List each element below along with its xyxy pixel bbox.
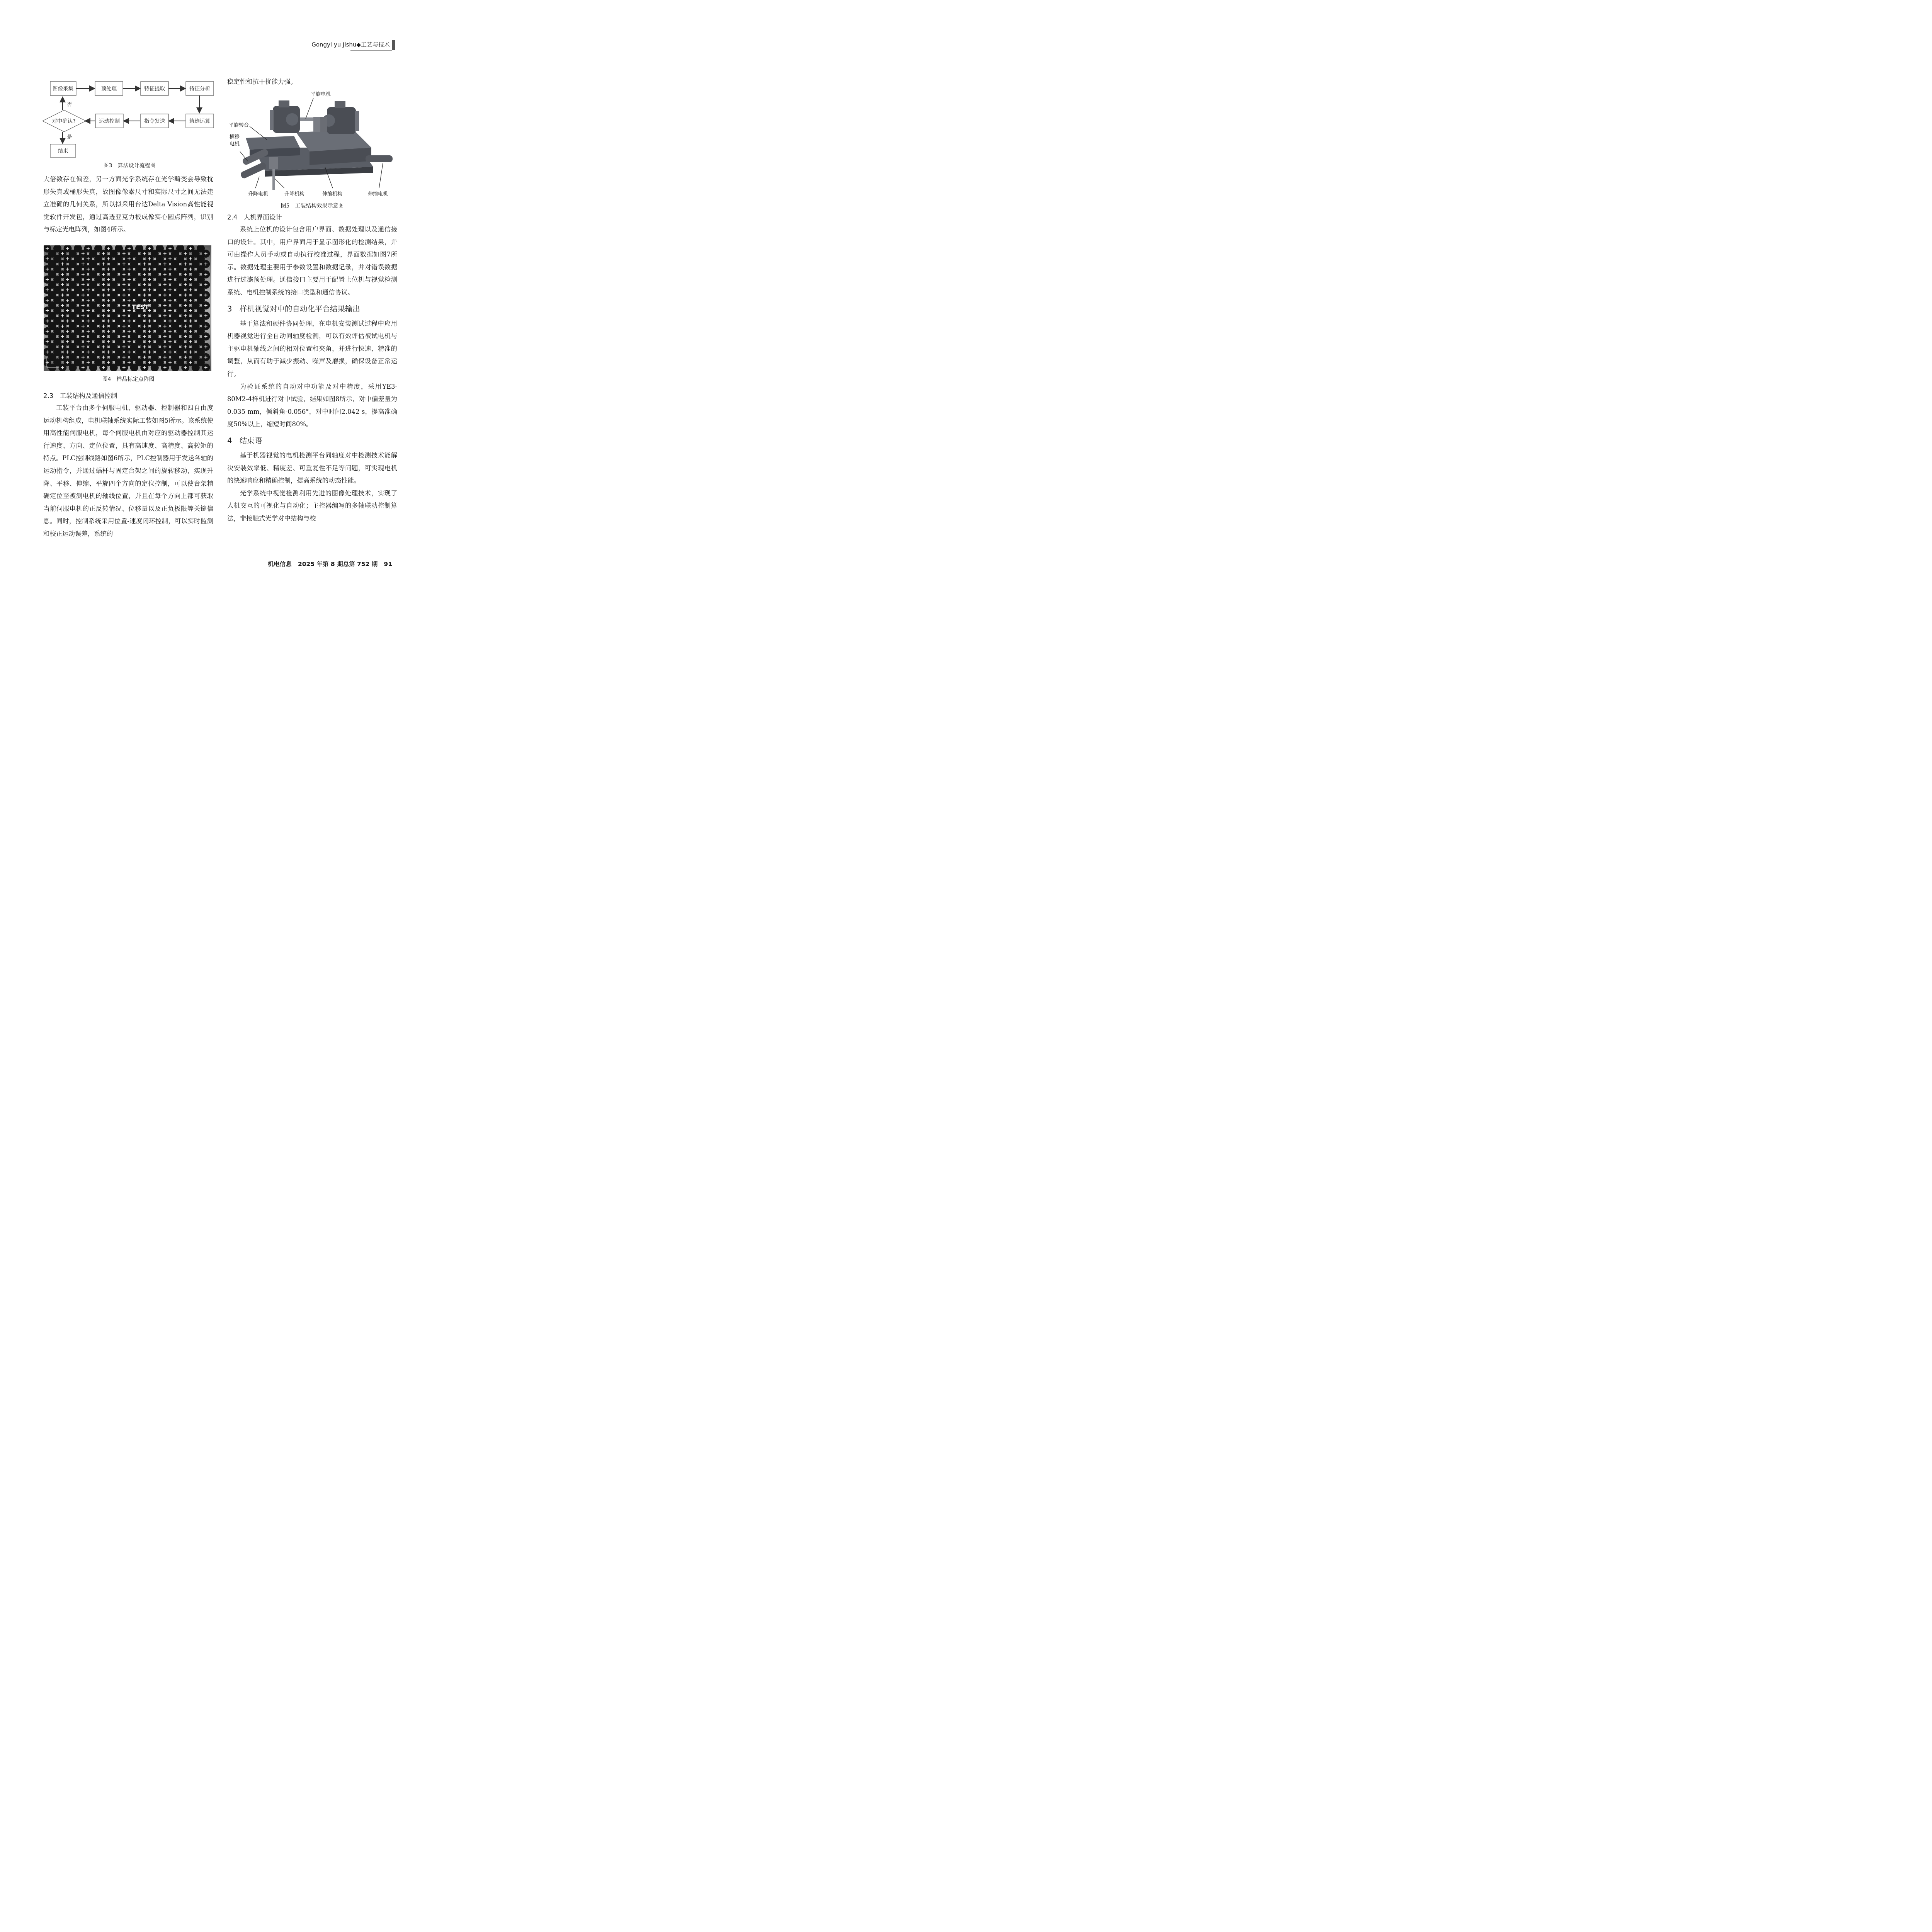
flow-node-feature-analysis-label: 特征分析 xyxy=(189,86,210,92)
figure-3-flowchart xyxy=(43,75,216,160)
paragraph-right-5: 光学系统中视觉检测利用先进的图像处理技术，实现了人机交互的可视化与自动化；主控器编写的多轴联动控制算法，非接触式光学对中结构与校 xyxy=(227,489,397,522)
paragraph-right-2: 基于算法和硬件协同处理，在电机安装测试过程中应用机器视觉进行全自动同轴度检测，可以有效评估被试电机与主驱电机轴线之间的相对位置和夹角，并进行快速、精准的调整，从而有助于减少振动、噪声及磨损，确保设备正常运行。 xyxy=(227,320,397,378)
dot-array-test-overlay: TEST xyxy=(132,303,149,311)
paragraph-right-0: 稳定性和抗干扰能力强。 xyxy=(227,78,297,85)
section-heading-2-4: 2.4 人机界面设计 xyxy=(227,214,282,221)
journal-pinyin: Gongyi yu Jishu xyxy=(311,41,357,48)
figure-4-dot-array xyxy=(44,245,211,371)
header-rule xyxy=(350,50,392,51)
flowchart-arrows xyxy=(63,88,199,143)
figure-5-fixture-render xyxy=(226,90,398,199)
right-column-top xyxy=(227,76,397,88)
flow-node-feature-extract-label: 特征提取 xyxy=(144,86,165,92)
flow-node-motion-control-label: 运动控制 xyxy=(99,118,120,124)
label-shengjiang-mech: 升降机构 xyxy=(284,191,305,197)
flow-node-trajectory-label: 轨迹运算 xyxy=(189,118,210,124)
flow-node-preprocess-label: 预处理 xyxy=(101,86,117,92)
paragraph-right-1: 系统上位机的设计包含用户界面、数据处理以及通信接口的设计。其中，用户界面用于显示图形化的检测结果，并可由操作人员手动或自动执行校准过程，界面数据如图7所示。数据处理主要用于参数设置和数据记录，并对错误数据进行过滤预处理。通信接口主要用于配置上位机与视觉检测系统、电机控制系统的接口类型和通信协议。 xyxy=(227,226,397,296)
footer-issue: 2025 年第 8 期总第 752 期 xyxy=(298,561,378,568)
running-header xyxy=(311,40,395,50)
page-footer xyxy=(268,560,392,568)
label-hengyi-line1: 横移 xyxy=(230,134,240,140)
label-shensuo-mech: 伸缩机构 xyxy=(322,191,343,197)
left-column-bottom xyxy=(43,388,213,541)
flow-label-yes: 是 xyxy=(67,134,72,140)
header-diamond: ◆ xyxy=(356,41,361,48)
left-column-top xyxy=(43,173,213,236)
paragraph-left-1: 大倍数存在偏差，另一方面光学系统存在光学畸变会导致枕形失真或桶形失真，故图像像素尺寸和实际尺寸之间无法建立准确的几何关系，所以拟采用台达Delta Vision高性能视觉软件开发包，通过高透亚克力板成像实心圆点阵列，识别与标定光电阵列，如图4所示。 xyxy=(43,175,213,233)
paragraph-right-3: 为验证系统的自动对中功能及对中精度，采用YE3-80M2-4样机进行对中试验，结果如图8所示，对中偏差量为0.035 mm，倾斜角-0.056°，对中时间2.042 s，提高准确度50%以上，缩短时间80%。 xyxy=(227,383,397,428)
section-heading-2-3: 2.3 工装结构及通信控制 xyxy=(43,392,117,400)
paragraph-right-4: 基于机器视觉的电机检测平台同轴度对中检测技术能解决安装效率低、精度差、可重复性不足等问题，可实现电机的快速响应和精确控制，提高系统的动态性能。 xyxy=(227,451,397,485)
section-heading-3: 3 样机视觉对中的自动化平台结果输出 xyxy=(227,304,360,313)
paragraph-left-2: 工装平台由多个伺服电机、驱动器、控制器和四自由度运动机构组成，电机联轴系统实际工装如图5所示。该系统使用高性能伺服电机，每个伺服电机由对应的驱动器控制其运行速度、方向、定位位置，具有高速度、高精度、高转矩的特点。PLC控制线路如图6所示，PLC控制器用于发送各轴的运动指令，并通过蜗杆与固定台架之间的旋转移动，实现升降、平移、伸缩、平旋四个方向的定位控制，可以使台架精确定位至被测电机的轴线位置，并且在每个方向上都可获取当前伺服电机的正反转情况、位移量以及正负极限等关键信息。同时，控制系统采用位置-速度闭环控制，可以实时监测和校正运动误差，系统的 xyxy=(43,404,213,537)
flow-node-send-command-label: 指令发送 xyxy=(144,118,165,124)
section-name: 工艺与技术 xyxy=(361,41,390,48)
label-shengjiang-motor: 升降电机 xyxy=(248,191,269,197)
flow-node-end-label: 结束 xyxy=(58,148,68,154)
footer-page-number: 91 xyxy=(384,561,392,568)
label-hengyi-line2: 电机 xyxy=(230,141,240,147)
flow-label-no: 否 xyxy=(67,102,72,108)
flow-node-image-capture-label: 图像采集 xyxy=(53,86,73,92)
figure-3-caption: 图3 算法设计流程图 xyxy=(103,163,156,169)
right-column-bottom xyxy=(227,212,397,525)
label-pingxuan-motor: 平旋电机 xyxy=(311,92,331,97)
label-shensuo-motor: 伸缩电机 xyxy=(368,191,388,197)
flow-decision-alignment-label: 对中确认? xyxy=(52,118,76,124)
figure-5-caption: 图5 工装结构效果示意图 xyxy=(281,203,344,209)
label-pingxuan-table: 平旋转台 xyxy=(229,122,249,128)
header-bar xyxy=(392,40,395,50)
footer-journal: 机电信息 xyxy=(267,561,292,568)
section-heading-4: 4 结束语 xyxy=(227,436,262,445)
figure-4-caption: 图4 样品标定点阵图 xyxy=(102,376,155,383)
